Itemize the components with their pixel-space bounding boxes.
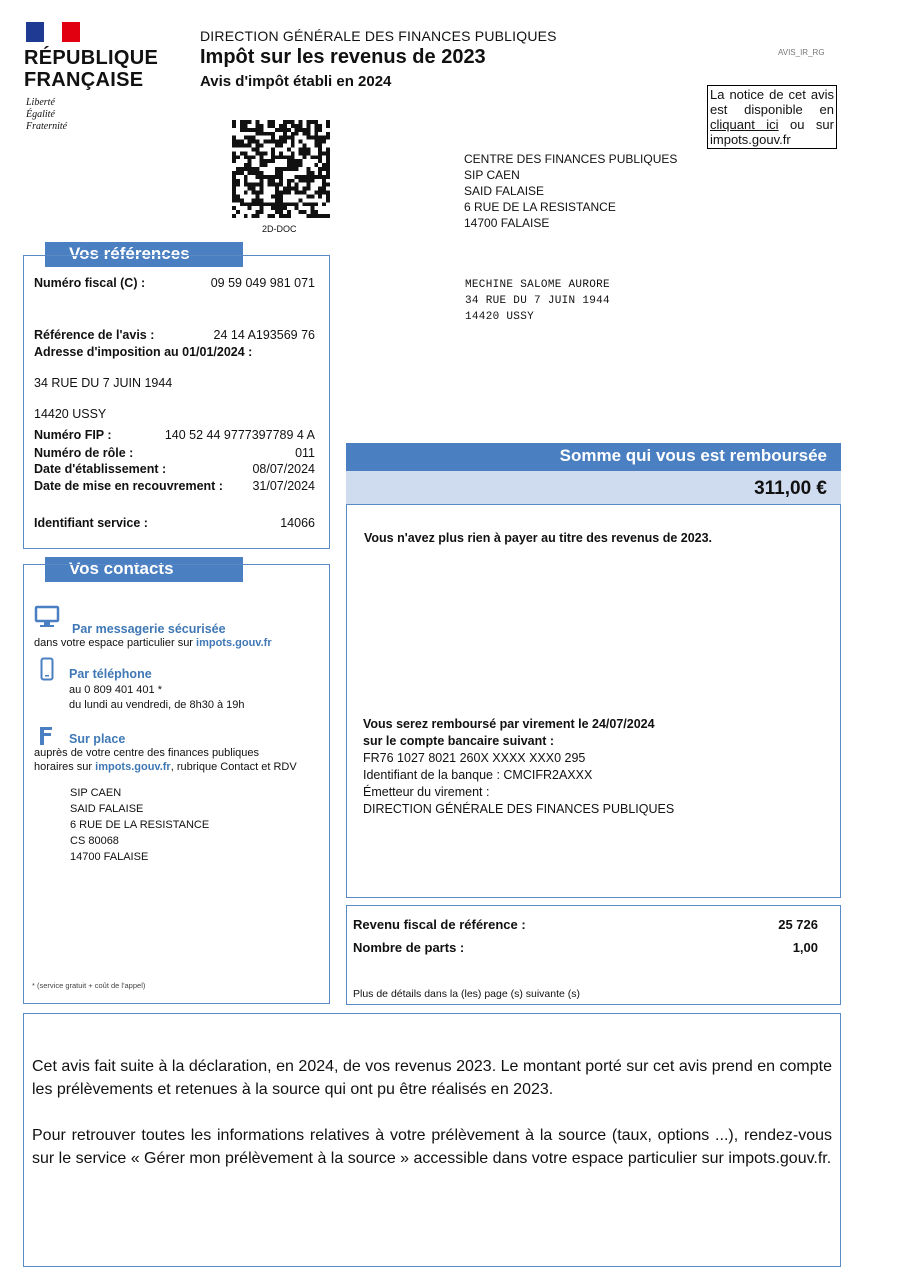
rfr-label: [353, 917, 526, 932]
logo-motto: [26, 97, 67, 133]
rubrique-text: , rubrique Contact et RDV: [170, 761, 297, 773]
sur-place-title: Sur place: [69, 732, 126, 746]
messagerie-text: [34, 637, 272, 649]
agency-name: DIRECTION GÉNÉRALE DES FINANCES PUBLIQUES: [200, 28, 557, 44]
revenu-fiscal-box: [346, 905, 841, 1005]
recipient-address: [465, 277, 610, 325]
horaires-text: horaires sur: [34, 761, 93, 773]
impots-link[interactable]: impots.gouv.fr: [196, 637, 272, 649]
impots-link-2[interactable]: impots.gouv.fr: [95, 761, 171, 773]
notice-text-2: ou sur impots.gouv.fr: [710, 117, 834, 147]
notice-link[interactable]: cliquant ici: [710, 117, 779, 132]
role-value: 011: [295, 446, 315, 460]
adresse-line-1: 34 RUE DU 7 JUIN 1944: [34, 376, 173, 390]
refund-header: Somme qui vous est remboursée: [346, 443, 841, 471]
identifiant-service-value: 14066: [280, 516, 315, 530]
motto-egalite: Égalité: [26, 109, 55, 120]
date-etablissement-value: 08/07/2024: [252, 462, 315, 476]
refund-amount: 311,00 €: [346, 471, 841, 505]
bank-identifier: Identifiant de la banque : CMCIFR2AXXX: [363, 768, 593, 782]
identifiant-service-label: Identifiant service :: [34, 516, 148, 530]
recipient-line: 34 RUE DU 7 JUIN 1944: [465, 295, 610, 307]
page-title: Impôt sur les revenus de 2023: [200, 46, 486, 68]
republique-francaise-logo: [24, 47, 158, 91]
notice-text-1: La notice de cet avis est disponible en: [710, 87, 834, 117]
computer-icon: [34, 605, 60, 629]
numero-fiscal-label: Numéro fiscal (C) :: [34, 276, 146, 290]
recipient-line: 14420 USSY: [465, 311, 535, 323]
references-heading: Vos références: [45, 242, 243, 267]
sur-place-text-2: [34, 761, 297, 773]
barcode-label: 2D-DOC: [262, 224, 297, 234]
office-address: [70, 785, 209, 865]
office-line: SIP CAEN: [70, 787, 122, 799]
nothing-to-pay-text: Vous n'avez plus rien à payer au titre des revenus de 2023.: [364, 531, 713, 545]
footnote: * (service gratuit + coût de l'appel): [32, 981, 146, 990]
numero-fiscal-value: 09 59 049 981 071: [210, 276, 315, 290]
office-line: SAID FALAISE: [70, 803, 144, 815]
adresse-line-2: 14420 USSY: [34, 407, 107, 421]
sender-line: SIP CAEN: [464, 168, 520, 182]
ref-avis-label: Référence de l'avis :: [34, 328, 155, 342]
sender-line: 14700 FALAISE: [464, 216, 550, 230]
info-box: [23, 1013, 841, 1267]
fip-value: 140 52 44 9777397789 4 A: [164, 428, 315, 442]
info-paragraph-2: Pour retrouver toutes les informations relatives à votre prélèvement à la source (taux, options ...), rendez-vous sur le service « Gérer mon prélèvement à la source » accessible dans votre espace particulier sur impots.gouv.fr.: [32, 1127, 832, 1167]
logo-line-1: RÉPUBLIQUE: [24, 47, 159, 69]
virement-date: Vous serez remboursé par virement le 24/07/2024: [363, 717, 655, 731]
sender-line: 6 RUE DE LA RESISTANCE: [464, 200, 616, 214]
sender-line: CENTRE DES FINANCES PUBLIQUES: [464, 152, 678, 166]
telephone-title: Par téléphone: [69, 667, 152, 681]
rfr-value: 25 726: [778, 917, 818, 932]
role-label: Numéro de rôle :: [34, 446, 134, 460]
details-note: Plus de détails dans la (les) page (s) suivante (s): [353, 988, 581, 1000]
building-icon: [36, 725, 56, 747]
office-line: 14700 FALAISE: [70, 851, 149, 863]
messagerie-desc: dans votre espace particulier sur: [34, 637, 193, 649]
page-subtitle: Avis d'impôt établi en 2024: [200, 73, 392, 90]
motto-fraternite: Fraternité: [26, 121, 68, 132]
office-line: 6 RUE DE LA RESISTANCE: [70, 819, 210, 831]
emetteur-label: Émetteur du virement :: [363, 785, 490, 799]
motto-liberte: Liberté: [26, 97, 55, 108]
iban: FR76 1027 8021 260X XXXX XXX0 295: [363, 751, 586, 765]
parts-label: Nombre de parts :: [353, 940, 465, 955]
date-recouvrement-label: Date de mise en recouvrement :: [34, 479, 223, 493]
rfr-label-text: Revenu fiscal de référence :: [353, 917, 526, 932]
sur-place-text-1: auprès de votre centre des finances publiques: [34, 747, 260, 759]
telephone-hours: du lundi au vendredi, de 8h30 à 19h: [69, 699, 245, 711]
messagerie-title: Par messagerie sécurisée: [72, 622, 226, 636]
date-recouvrement-value: 31/07/2024: [252, 479, 315, 493]
telephone-number: au 0 809 401 401 *: [69, 684, 162, 696]
2d-doc-barcode-icon: [232, 120, 330, 218]
parts-value: 1,00: [792, 940, 818, 955]
virement-details: [363, 716, 674, 818]
recipient-line: MECHINE SALOME AURORE: [465, 279, 610, 291]
sender-address: [464, 151, 677, 231]
marianne-flag-logo: [26, 22, 80, 42]
phone-icon: [40, 657, 54, 681]
sender-line: SAID FALAISE: [464, 184, 545, 198]
contacts-box: [23, 564, 330, 1004]
refund-box: [346, 443, 841, 898]
info-paragraph-1: Cet avis fait suite à la déclaration, en 2024, de vos revenus 2023. Le montant porté sur cet avis prend en compte les prélèvements et retenues à la source qui ont pu être réalisés en 2023.: [32, 1058, 832, 1098]
office-line: CS 80068: [70, 835, 119, 847]
references-box: [23, 255, 330, 549]
ref-avis-value: 24 14 A193569 76: [213, 328, 315, 342]
fip-label: Numéro FIP :: [34, 428, 112, 442]
contacts-heading: Vos contacts: [45, 557, 243, 582]
logo-line-2: FRANÇAISE: [24, 69, 144, 91]
notice-box: [707, 85, 837, 149]
virement-account-label: sur le compte bancaire suivant :: [363, 734, 555, 748]
emetteur-value: DIRECTION GÉNÉRALE DES FINANCES PUBLIQUES: [363, 802, 675, 816]
form-code: AVIS_IR_RG: [778, 48, 825, 57]
adresse-imposition-label: Adresse d'imposition au 01/01/2024 :: [34, 345, 253, 359]
date-etablissement-label: Date d'établissement :: [34, 462, 167, 476]
